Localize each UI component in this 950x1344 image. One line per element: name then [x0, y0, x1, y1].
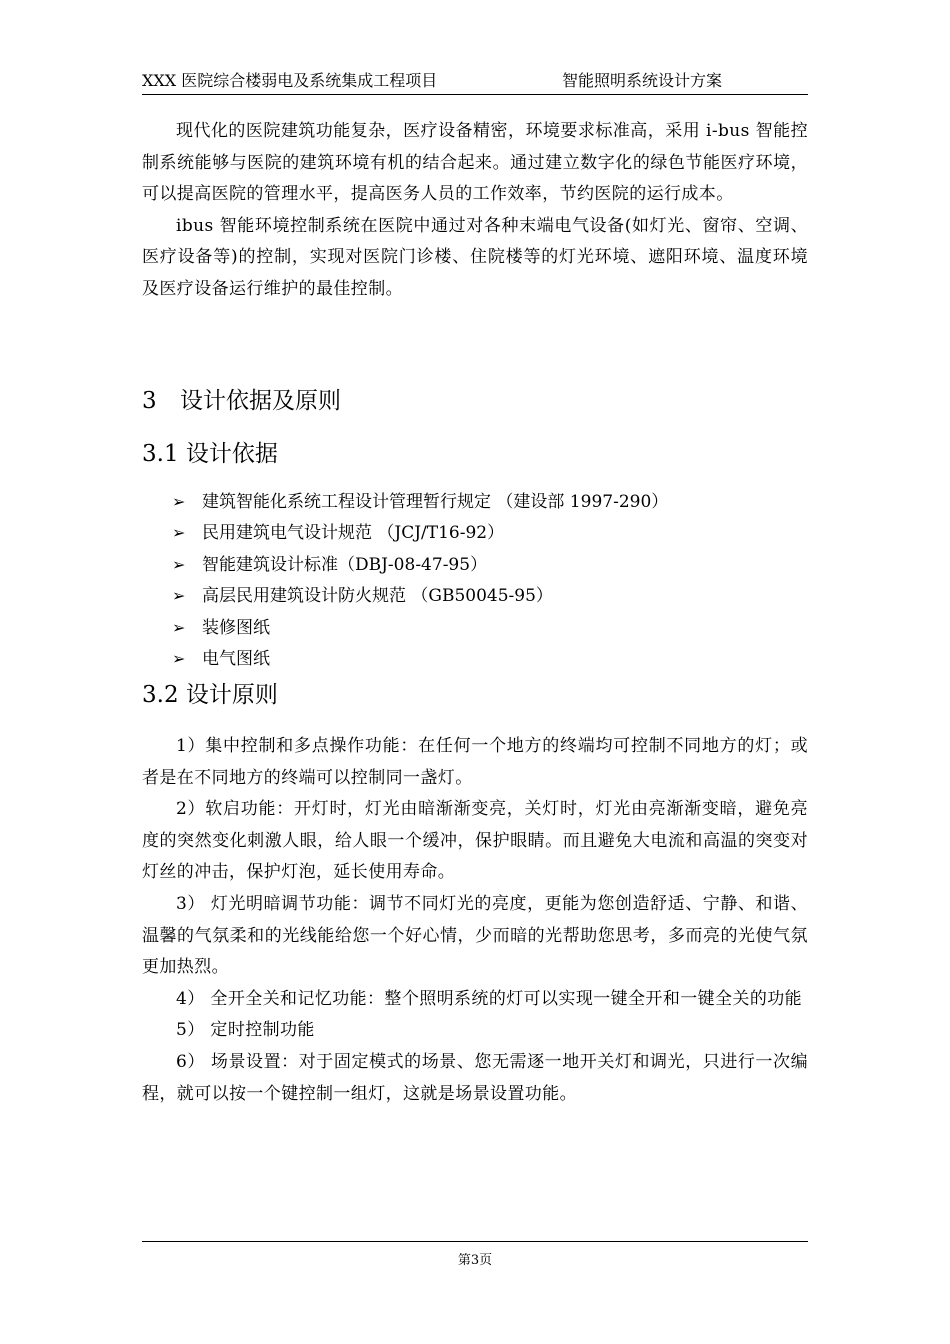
header-document-title: 智能照明系统设计方案: [562, 71, 723, 90]
list-item-text: 建筑智能化系统工程设计管理暂行规定 （建设部 1997-290）: [202, 492, 669, 512]
intro-paragraph-1: 现代化的医院建筑功能复杂，医疗设备精密，环境要求标准高，采用 i-bus 智能控制系统能够与医院的建筑环境有机的结合起来。通过建立数字化的绿色节能医疗环境，可以提高医院的管理水平，提高医务人员的工作效率，节约医院的运行成本。: [142, 121, 808, 205]
arrowhead-bullet-icon: ➢: [172, 648, 186, 668]
principle-paragraph-3: 3） 灯光明暗调节功能：调节不同灯光的亮度，更能为您创造舒适、宁静、和谐、温馨的气氛柔和的光线能给您一个好心情，少而暗的光帮助您思考，多而亮的光使气氛更加热烈。: [142, 893, 808, 978]
principle-paragraph-2: 2）软启功能：开灯时，灯光由暗渐渐变亮，关灯时，灯光由亮渐渐变暗，避免亮度的突然变化刺激人眼，给人眼一个缓冲，保护眼睛。而且避免大电流和高温的突变对灯丝的冲击，保护灯泡，延长使用寿命。: [142, 799, 808, 883]
page-header: [142, 66, 808, 95]
header-project-title: XXX 医院综合楼弱电及系统集成工程项目: [142, 71, 438, 90]
list-item: [172, 486, 668, 517]
footer-divider: [142, 1241, 808, 1242]
arrowhead-bullet-icon: ➢: [172, 586, 186, 606]
section-3-2-heading: 3.2 设计原则: [142, 682, 278, 708]
section-3-title: 设计依据及原则: [180, 388, 341, 414]
principle-paragraph-6: 6） 场景设置：对于固定模式的场景、您无需逐一地开关灯和调光，只进行一次编程，就可以按一个键控制一组灯，这就是场景设置功能。: [142, 1051, 808, 1104]
section-3-1-heading: 3.1 设计依据: [142, 441, 278, 467]
intro-section: [142, 116, 808, 306]
page-number: 第3页: [457, 1253, 493, 1268]
list-item-text: 装修图纸: [202, 617, 270, 638]
design-principles: [142, 731, 808, 1110]
list-item: [172, 517, 668, 548]
section-3-heading: [142, 382, 341, 415]
intro-paragraph-2: ibus 智能环境控制系统在医院中通过对各种末端电气设备(如灯光、窗帘、空调、医疗设备等)的控制，实现对医院门诊楼、住院楼等的灯光环境、遮阳环境、温度环境及医疗设备运行维护的最佳控制。: [142, 215, 808, 299]
principle-paragraph-1: 1）集中控制和多点操作功能：在任何一个地方的终端均可控制不同地方的灯；或者是在不同地方的终端可以控制同一盏灯。: [142, 736, 808, 788]
list-item-text: 智能建筑设计标准（DBJ-08-47-95）: [202, 554, 488, 575]
principle-paragraph-5: 5） 定时控制功能: [176, 1020, 315, 1041]
list-item: [172, 643, 668, 674]
arrowhead-bullet-icon: ➢: [172, 492, 186, 511]
list-item: [172, 612, 668, 643]
arrowhead-bullet-icon: ➢: [172, 617, 186, 637]
section-3-number: 3: [142, 388, 157, 414]
list-item: [172, 580, 668, 611]
list-item-text: 民用建筑电气设计规范 （JCJ/T16-92）: [202, 523, 505, 544]
list-item-text: 电气图纸: [202, 648, 270, 669]
principle-paragraph-4: 4） 全开全关和记忆功能：整个照明系统的灯可以实现一键全开和一键全关的功能: [176, 988, 803, 1009]
design-basis-list: [172, 486, 668, 674]
list-item: [172, 549, 668, 580]
arrowhead-bullet-icon: ➢: [172, 523, 186, 543]
arrowhead-bullet-icon: ➢: [172, 554, 186, 574]
list-item-text: 高层民用建筑设计防火规范 （GB50045-95）: [202, 586, 553, 607]
